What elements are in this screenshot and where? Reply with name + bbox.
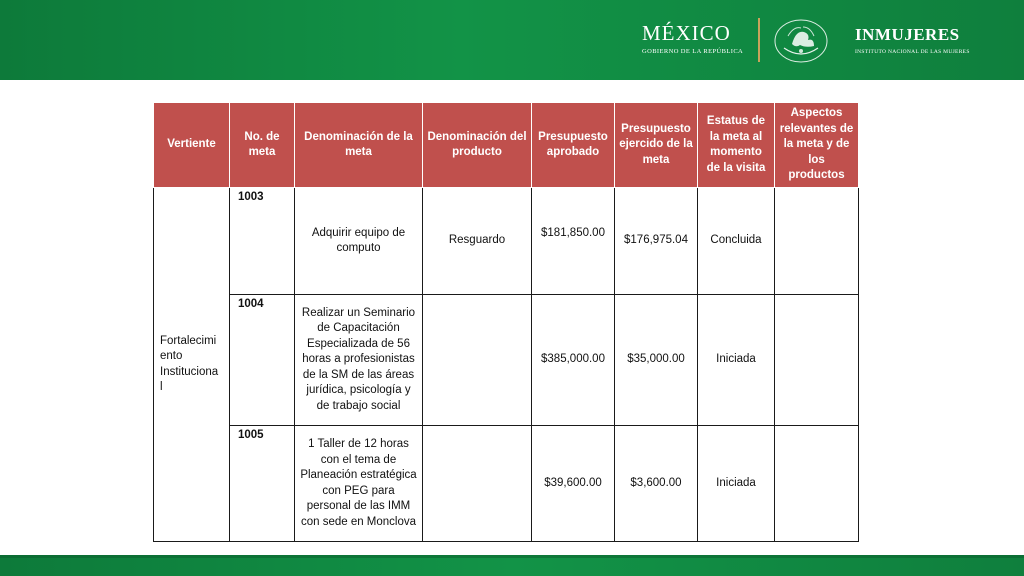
footer-bar xyxy=(0,555,1024,576)
approved-budget: $385,000.00 xyxy=(532,295,615,426)
inmujeres-subtitle: INSTITUTO NACIONAL DE LAS MUJERES xyxy=(855,49,970,55)
metas-table xyxy=(153,102,859,542)
product-cell xyxy=(423,426,532,542)
header-presupuesto-aprobado: Presupuesto aprobado xyxy=(532,103,615,188)
vertiente-cell: Fortalecimi ento Instituciona l xyxy=(154,188,230,542)
meta-number: 1003 xyxy=(230,188,295,295)
meta-number: 1004 xyxy=(230,295,295,426)
table-row xyxy=(154,295,859,426)
product-cell: Resguardo xyxy=(423,188,532,295)
aspects-cell xyxy=(775,426,859,542)
table-row xyxy=(154,426,859,542)
table-header-row xyxy=(154,103,859,188)
meta-description: Adquirir equipo de computo xyxy=(295,188,423,295)
product-cell xyxy=(423,295,532,426)
header-vertiente: Vertiente xyxy=(154,103,230,188)
inmujeres-title: INMUJERES xyxy=(855,25,960,44)
header-aspectos: Aspectos relevantes de la meta y de los productos xyxy=(775,103,859,188)
status-cell: Iniciada xyxy=(698,295,775,426)
inmujeres-logo xyxy=(855,25,970,55)
approved-budget: $39,600.00 xyxy=(532,426,615,542)
logo-divider xyxy=(758,18,760,62)
meta-description: Realizar un Seminario de Capacitación Especializada de 56 horas a profesionistas de la SM de las áreas jurídica, psicología y de trabajo social xyxy=(295,295,423,426)
mexico-logo xyxy=(642,22,754,55)
header-presupuesto-ejercido: Presupuesto ejercido de la meta xyxy=(615,103,698,188)
aspects-cell xyxy=(775,188,859,295)
table-row xyxy=(154,188,859,295)
status-cell: Iniciada xyxy=(698,426,775,542)
spent-budget: $176,975.04 xyxy=(615,188,698,295)
aspects-cell xyxy=(775,295,859,426)
header-no-meta: No. de meta xyxy=(230,103,295,188)
header-estatus: Estatus de la meta al momento de la visita xyxy=(698,103,775,188)
mexico-title: MÉXICO xyxy=(642,21,731,45)
eagle-seal-icon xyxy=(770,18,832,64)
mexico-subtitle: GOBIERNO DE LA REPÚBLICA xyxy=(642,48,744,55)
status-cell: Concluida xyxy=(698,188,775,295)
approved-budget: $181,850.00 xyxy=(532,188,615,295)
header-denominacion-meta: Denominación de la meta xyxy=(295,103,423,188)
meta-description: 1 Taller de 12 horas con el tema de Planeación estratégica con PEG para personal de las IMM con sede en Monclova xyxy=(295,426,423,542)
header-denominacion-producto: Denominación del producto xyxy=(423,103,532,188)
meta-number: 1005 xyxy=(230,426,295,542)
spent-budget: $3,600.00 xyxy=(615,426,698,542)
spent-budget: $35,000.00 xyxy=(615,295,698,426)
